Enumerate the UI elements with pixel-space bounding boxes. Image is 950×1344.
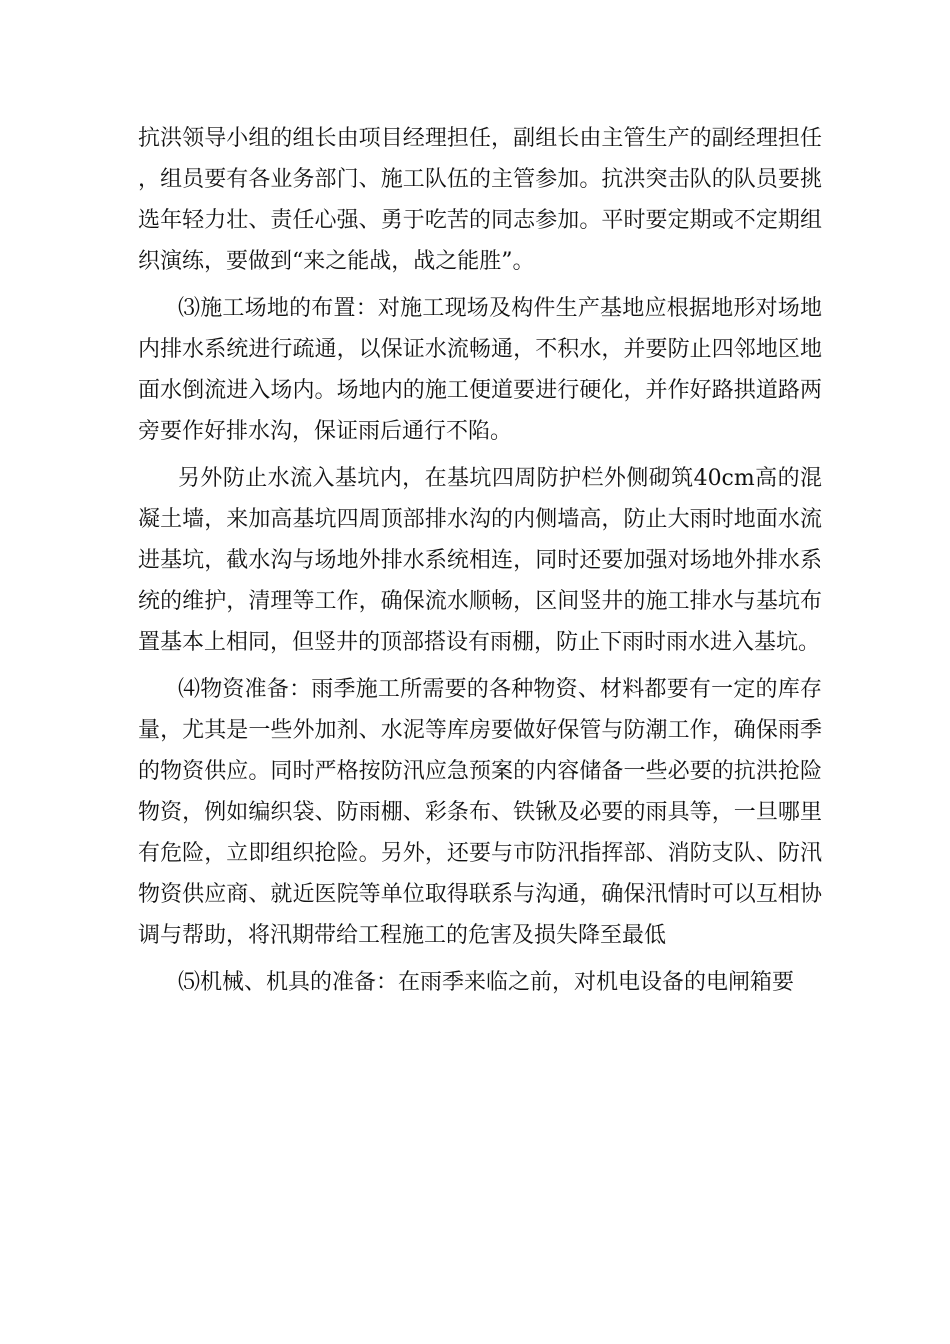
- paragraph-foundation-pit: 另外防止水流入基坑内，在基坑四周防护栏外侧砌筑40cm高的混凝土墙，来加高基坑四周顶部排水沟的内侧墙高，防止大雨时地面水流进基坑，截水沟与场地外排水系统相连，同时还要加强对场地外排水系统的维护，清理等工作，确保流水顺畅，区间竖井的施工排水与基坑布置基本上相同，但竖井的顶部搭设有雨棚，防止下雨时雨水进入基坑。: [138, 466, 822, 655]
- paragraph-machinery-preparation: ⑸机械、机具的准备：在雨季来临之前，对机电设备的电闸箱要: [178, 970, 795, 995]
- document-body: [138, 118, 822, 1003]
- paragraph-flood-team: 抗洪领导小组的组长由项目经理担任，副组长由主管生产的副经理担任，组员要有各业务部门、施工队伍的主管参加。抗洪突击队的队员要挑选年轻力壮、责任心强、勇于吃苦的同志参加。平时要定期或不定期组织演练，要做到“来之能战，战之能胜”。: [138, 126, 822, 274]
- paragraph-site-layout: ⑶施工场地的布置：对施工现场及构件生产基地应根据地形对场地内排水系统进行疏通，以保证水流畅通，不积水，并要防止四邻地区地面水倒流进入场内。场地内的施工便道要进行硬化，并作好路拱道路两旁要作好排水沟，保证雨后通行不陷。: [138, 296, 822, 444]
- paragraph-material-preparation: ⑷物资准备：雨季施工所需要的各种物资、材料都要有一定的库存量，尤其是一些外加剂、水泥等库房要做好保管与防潮工作，确保雨季的物资供应。同时严格按防汛应急预案的内容储备一些必要的抗洪抢险物资，例如编织袋、防雨棚、彩条布、铁锹及必要的雨具等，一旦哪里有危险，立即组织抢险。另外，还要与市防汛指挥部、消防支队、防汛物资供应商、就近医院等单位取得联系与沟通，确保汛情时可以互相协调与帮助，将汛期带给工程施工的危害及损失降至最低: [138, 677, 822, 948]
